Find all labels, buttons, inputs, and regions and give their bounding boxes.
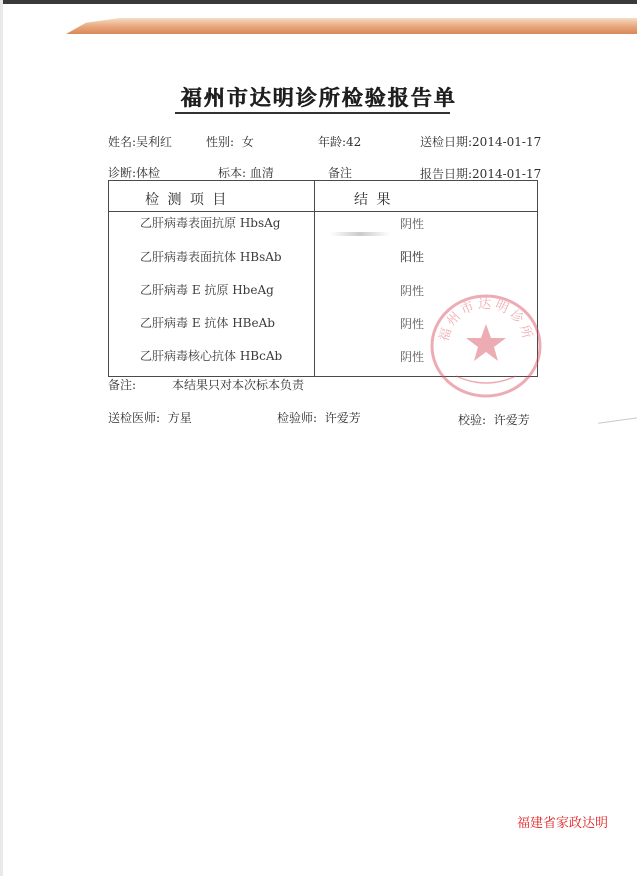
table-column-divider bbox=[314, 180, 315, 377]
watermark: 福建省家政达明 bbox=[517, 816, 609, 831]
clinic-seal-stamp bbox=[428, 292, 544, 400]
tester-label: 检验师: bbox=[277, 411, 318, 425]
report-date-field bbox=[420, 167, 541, 181]
table-row-item: 乙肝病毒表面抗体 HBsAb bbox=[140, 250, 282, 264]
seal-text: 福州市达明诊所 bbox=[436, 296, 536, 344]
checker-field bbox=[458, 413, 530, 427]
tester-name: 许爱芳 bbox=[324, 411, 361, 425]
patient-sex: 女 bbox=[241, 135, 254, 149]
doctor-field bbox=[108, 411, 192, 425]
submit-date: 2014-01-17 bbox=[472, 135, 542, 149]
table-row-result: 阴性 bbox=[400, 217, 425, 231]
checker-label: 校验: bbox=[458, 413, 487, 427]
submit-date-label: 送检日期: bbox=[420, 135, 473, 149]
header-test-item: 检 测 项 目 bbox=[145, 192, 229, 208]
table-header-divider bbox=[108, 211, 538, 212]
age-field bbox=[318, 135, 361, 149]
table-row-item: 乙肝病毒核心抗体 HBcAb bbox=[140, 349, 283, 363]
diagnosis-label: 诊断: bbox=[108, 166, 137, 180]
title-underline bbox=[175, 112, 450, 114]
seal-star-icon bbox=[466, 324, 506, 361]
seal-bottom-arc bbox=[456, 376, 516, 383]
table-row-item: 乙肝病毒 E 抗体 HBeAb bbox=[140, 316, 275, 330]
specimen-label: 标本: bbox=[218, 166, 247, 180]
report-date-label: 报告日期: bbox=[420, 167, 473, 181]
scan-scratch bbox=[598, 417, 637, 424]
scan-smudge bbox=[330, 232, 390, 236]
diagnosis: 体检 bbox=[136, 166, 161, 180]
table-row-item: 乙肝病毒表面抗原 HbsAg bbox=[140, 216, 281, 230]
note-text: 本结果只对本次标本负责 bbox=[172, 378, 305, 392]
sex-field bbox=[206, 135, 254, 149]
submit-date-field bbox=[420, 135, 541, 149]
patient-name-field bbox=[108, 135, 172, 149]
specimen: 血清 bbox=[249, 166, 274, 180]
table-row-result: 阴性 bbox=[400, 284, 425, 298]
table-row-result: 阴性 bbox=[400, 317, 425, 331]
tester-field bbox=[277, 411, 361, 425]
decorative-orange-band bbox=[60, 18, 637, 34]
sex-label: 性别: bbox=[206, 135, 235, 149]
top-scan-edge bbox=[0, 0, 637, 4]
doctor-label: 送检医师: bbox=[108, 411, 161, 425]
table-row-item: 乙肝病毒 E 抗原 HbeAg bbox=[140, 283, 274, 297]
table-row-result: 阳性 bbox=[400, 250, 425, 264]
specimen-field bbox=[218, 166, 274, 180]
name-label: 姓名: bbox=[108, 135, 137, 149]
left-scan-edge bbox=[0, 0, 3, 876]
report-title: 福州市达明诊所检验报告单 bbox=[180, 85, 457, 110]
note-label: 备注: bbox=[108, 378, 137, 392]
age-label: 年龄: bbox=[318, 135, 347, 149]
patient-name: 吴利红 bbox=[136, 135, 173, 149]
patient-age: 42 bbox=[346, 135, 362, 149]
remark-label: 备注 bbox=[328, 166, 353, 180]
header-result: 结 果 bbox=[354, 192, 393, 208]
diagnosis-field bbox=[108, 166, 160, 180]
doctor-name: 方星 bbox=[167, 411, 192, 425]
report-date: 2014-01-17 bbox=[472, 167, 542, 181]
checker-name: 许爱芳 bbox=[493, 413, 530, 427]
table-row-result: 阴性 bbox=[400, 350, 425, 364]
